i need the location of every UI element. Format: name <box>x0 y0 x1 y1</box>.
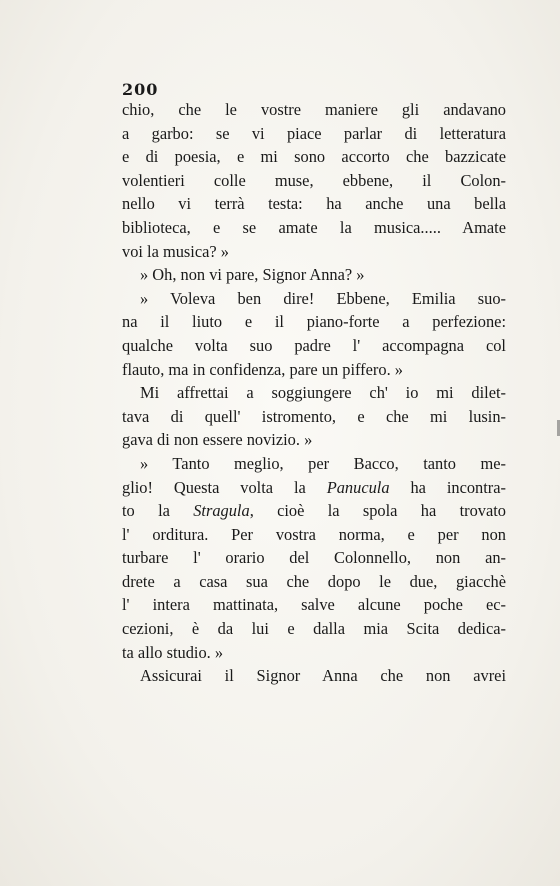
body-text <box>122 98 506 688</box>
text-line: » Voleva ben dire! Ebbene, Emilia suo- <box>140 288 506 308</box>
page-number: 200 <box>122 80 159 99</box>
text-line: » Oh, non vi pare, Signor Anna? » <box>140 265 365 285</box>
text-line: cezioni, è da lui e dalla mia Scita dedica- <box>122 619 506 639</box>
text-line: l' intera mattinata, salve alcune poche ec- <box>122 595 506 615</box>
text-line: e di poesia, e mi sono accorto che bazzicate <box>122 147 506 167</box>
text-line: Mi affrettai a soggiungere ch' io mi dilet- <box>140 383 506 403</box>
text-line: na il liuto e il piano-forte a perfezione: <box>122 312 506 332</box>
text-line: to la Stragula, cioè la spola ha trovato <box>122 501 506 521</box>
text-line: biblioteca, e se amate la musica..... Amate <box>122 217 506 237</box>
text-line: drete a casa sua che dopo le due, giacchè <box>122 571 506 591</box>
text-line: tava di quell' istromento, e che mi lusin- <box>122 406 506 426</box>
text-line: voi la musica? » <box>122 241 229 261</box>
text-line: l' orditura. Per vostra norma, e per non <box>122 524 506 544</box>
text-line: chio, che le vostre maniere gli andavano <box>122 100 506 119</box>
text-line: Assicurai il Signor Anna che non avrei <box>140 666 506 686</box>
text-line: flauto, ma in confidenza, pare un piffero. » <box>122 359 403 379</box>
text-line: volentieri colle muse, ebbene, il Colon- <box>122 170 506 190</box>
text-line: qualche volta suo padre l' accompagna col <box>122 335 506 355</box>
text-line: turbare l' orario del Colonnello, non an- <box>122 548 506 568</box>
text-line: a garbo: se vi piace parlar di letteratura <box>122 123 506 143</box>
text-line: glio! Questa volta la Panucula ha incontra- <box>122 477 506 497</box>
text-line: nello vi terrà testa: ha anche una bella <box>122 194 506 214</box>
text-line: ta allo studio. » <box>122 642 224 662</box>
text-line: » Tanto meglio, per Bacco, tanto me- <box>140 453 506 473</box>
text-line: gava di non essere novizio. » <box>122 430 313 450</box>
